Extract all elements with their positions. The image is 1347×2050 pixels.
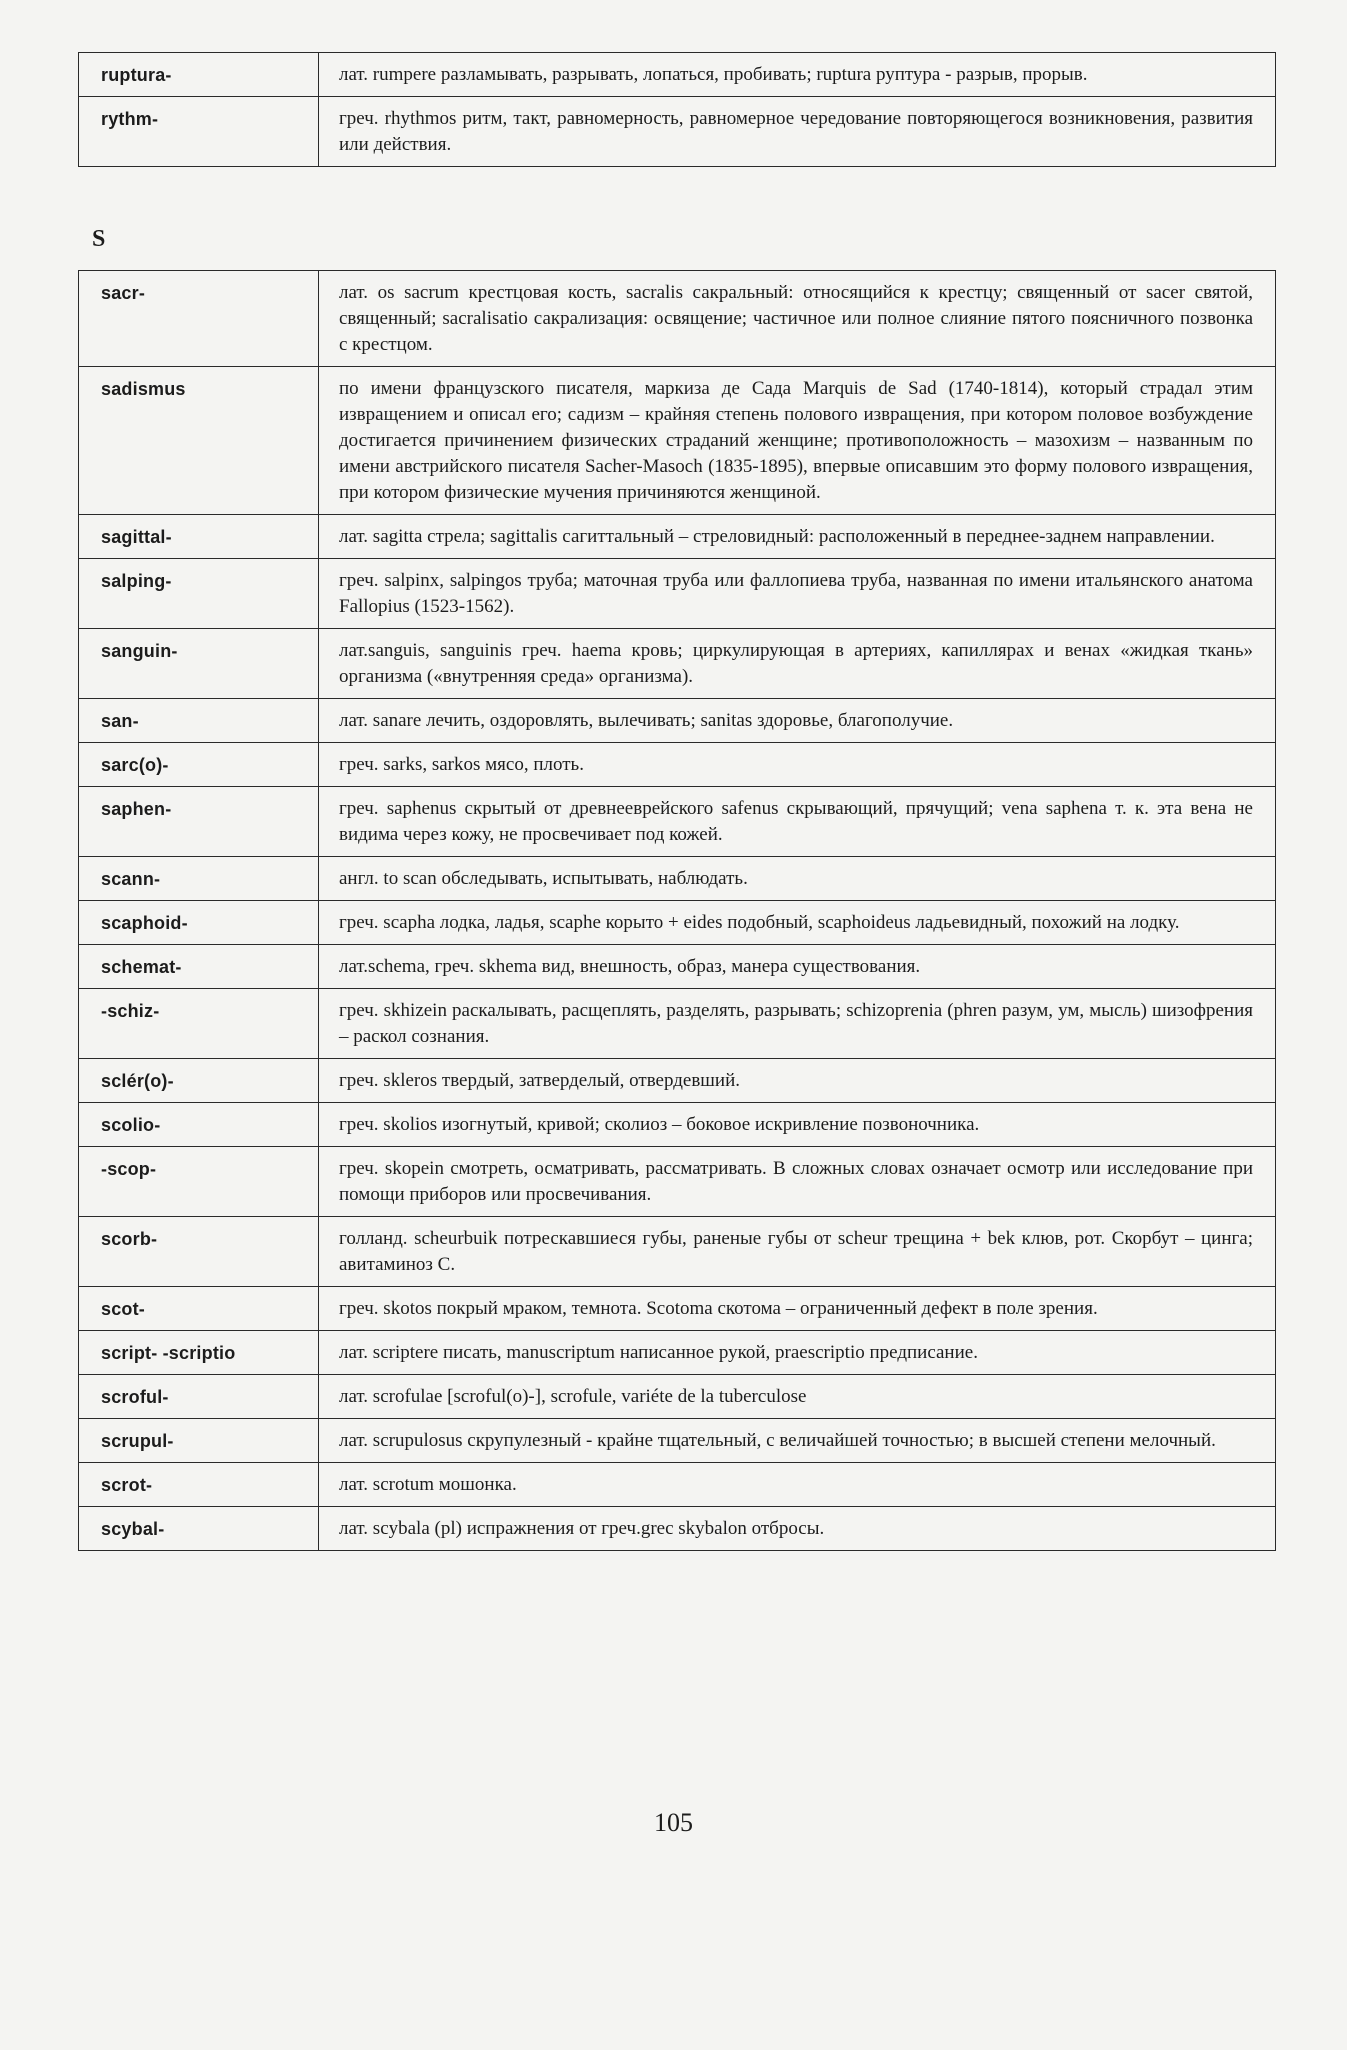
definition-cell: лат.schema, греч. skhema вид, внешность, образ, манера существования. <box>319 945 1276 989</box>
glossary-table-s <box>78 270 1276 1551</box>
term-cell: scrot- <box>79 1463 319 1507</box>
definition-cell: лат.sanguis, sanguinis греч. haema кровь; циркулирующая в артериях, капиллярах и венах «жидкая ткань» организма («внутренняя среда» организма). <box>319 629 1276 699</box>
glossary-row <box>79 629 1276 699</box>
term-cell: scot- <box>79 1287 319 1331</box>
definition-cell: греч. skleros твердый, затверделый, отвердевший. <box>319 1059 1276 1103</box>
term-cell: rythm- <box>79 97 319 167</box>
glossary-row <box>79 1147 1276 1217</box>
glossary-row <box>79 271 1276 367</box>
definition-cell: греч. skhizein раскалывать, расщеплять, разделять, разрывать; schizoprenia (phren разум, ум, мысль) шизофрения – раскол сознания. <box>319 989 1276 1059</box>
definition-cell: греч. salpinx, salpingos труба; маточная труба или фаллопиева труба, названная по имени итальянского анатома Fallopius (1523-1562). <box>319 559 1276 629</box>
term-cell: sclér(o)- <box>79 1059 319 1103</box>
definition-cell: греч. skolios изогнутый, кривой; сколиоз – боковое искривление позвоночника. <box>319 1103 1276 1147</box>
glossary-table-s-body <box>79 271 1276 1551</box>
glossary-row <box>79 1287 1276 1331</box>
term-cell: -schiz- <box>79 989 319 1059</box>
term-cell: scolio- <box>79 1103 319 1147</box>
term-cell: san- <box>79 699 319 743</box>
glossary-row <box>79 97 1276 167</box>
glossary-row <box>79 1375 1276 1419</box>
glossary-row <box>79 53 1276 97</box>
definition-cell: греч. scapha лодка, ладья, scaphe корыто + eides подобный, scaphoideus ладьевидный, похожий на лодку. <box>319 901 1276 945</box>
term-cell: schemat- <box>79 945 319 989</box>
term-cell: sagittal- <box>79 515 319 559</box>
term-cell: scann- <box>79 857 319 901</box>
term-cell: -scop- <box>79 1147 319 1217</box>
term-cell: scybal- <box>79 1507 319 1551</box>
definition-cell: по имени французского писателя, маркиза де Сада Marquis de Sad (1740-1814), который страдал этим извращением и описал его; садизм – крайняя степень полового извращения, при котором половое возбуждение достигается причинением физических страданий женщине; противоположность – мазохизм – названным по имени австрийского писателя Sacher-Masoch (1835-1895), впервые описавшим это форму полового извращения, при котором физические мучения причиняются женщиной. <box>319 367 1276 515</box>
glossary-row <box>79 989 1276 1059</box>
definition-cell: лат. sagitta стрела; sagittalis сагиттальный – стреловидный: расположенный в переднее-заднем направлении. <box>319 515 1276 559</box>
term-cell: script- -scriptio <box>79 1331 319 1375</box>
glossary-row <box>79 901 1276 945</box>
glossary-row <box>79 787 1276 857</box>
definition-cell: греч. skopein смотреть, осматривать, рассматривать. В сложных словах означает осмотр или исследование при помощи приборов или просвечивания. <box>319 1147 1276 1217</box>
definition-cell: лат. scrupulosus скрупулезный - крайне тщательный, с величайшей точностью; в высшей степени мелочный. <box>319 1419 1276 1463</box>
definition-cell: лат. scrotum мошонка. <box>319 1463 1276 1507</box>
definition-cell: лат. rumpere разламывать, разрывать, лопаться, пробивать; ruptura руптура - разрыв, прорыв. <box>319 53 1276 97</box>
definition-cell: лат. scrofulae [scroful(o)-], scrofule, variéte de la tuberculose <box>319 1375 1276 1419</box>
definition-cell: англ. to scan обследывать, испытывать, наблюдать. <box>319 857 1276 901</box>
term-cell: sarc(o)- <box>79 743 319 787</box>
definition-cell: голланд. scheurbuik потрескавшиеся губы, раненые губы от scheur трещина + bek клюв, рот. Скорбут – цинга; авитаминоз С. <box>319 1217 1276 1287</box>
glossary-row <box>79 1331 1276 1375</box>
glossary-row <box>79 1507 1276 1551</box>
term-cell: scroful- <box>79 1375 319 1419</box>
term-cell: ruptura- <box>79 53 319 97</box>
glossary-row <box>79 743 1276 787</box>
term-cell: sanguin- <box>79 629 319 699</box>
definition-cell: лат. scriptere писать, manuscriptum написанное рукой, praescriptio предписание. <box>319 1331 1276 1375</box>
glossary-row <box>79 699 1276 743</box>
term-cell: sadismus <box>79 367 319 515</box>
term-cell: scaphoid- <box>79 901 319 945</box>
glossary-table-r <box>78 52 1276 167</box>
glossary-row <box>79 1103 1276 1147</box>
glossary-row <box>79 945 1276 989</box>
glossary-table-r-body <box>79 53 1276 167</box>
definition-cell: греч. saphenus скрытый от древнееврейского safenus скрывающий, прячущий; vena saphena т. к. эта вена не видима через кожу, не просвечивает под кожей. <box>319 787 1276 857</box>
glossary-row <box>79 559 1276 629</box>
glossary-row <box>79 1217 1276 1287</box>
glossary-row <box>79 367 1276 515</box>
definition-cell: греч. sarks, sarkos мясо, плоть. <box>319 743 1276 787</box>
section-letter-heading: S <box>92 226 106 252</box>
definition-cell: лат. sanare лечить, оздоровлять, вылечивать; sanitas здоровье, благополучие. <box>319 699 1276 743</box>
definition-cell: греч. skotos покрый мраком, темнота. Scotoma скотома – ограниченный дефект в поле зрения. <box>319 1287 1276 1331</box>
term-cell: salping- <box>79 559 319 629</box>
definition-cell: лат. scybala (pl) испражнения от греч.grec skybalon отбросы. <box>319 1507 1276 1551</box>
term-cell: sacr- <box>79 271 319 367</box>
definition-cell: лат. os sacrum крестцовая кость, sacralis сакральный: относящийся к крестцу; священный от sacer святой, священный; sacralisatio сакрализация: освящение; частичное или полное слияние пятого поясничного позвонка с крестцом. <box>319 271 1276 367</box>
definition-cell: греч. rhythmos ритм, такт, равномерность, равномерное чередование повторяющегося возникновения, развития или действия. <box>319 97 1276 167</box>
term-cell: saphen- <box>79 787 319 857</box>
glossary-row <box>79 1059 1276 1103</box>
glossary-row <box>79 857 1276 901</box>
term-cell: scrupul- <box>79 1419 319 1463</box>
glossary-row <box>79 1419 1276 1463</box>
glossary-row <box>79 1463 1276 1507</box>
term-cell: scorb- <box>79 1217 319 1287</box>
glossary-row <box>79 515 1276 559</box>
page-number: 105 <box>654 1808 693 1837</box>
